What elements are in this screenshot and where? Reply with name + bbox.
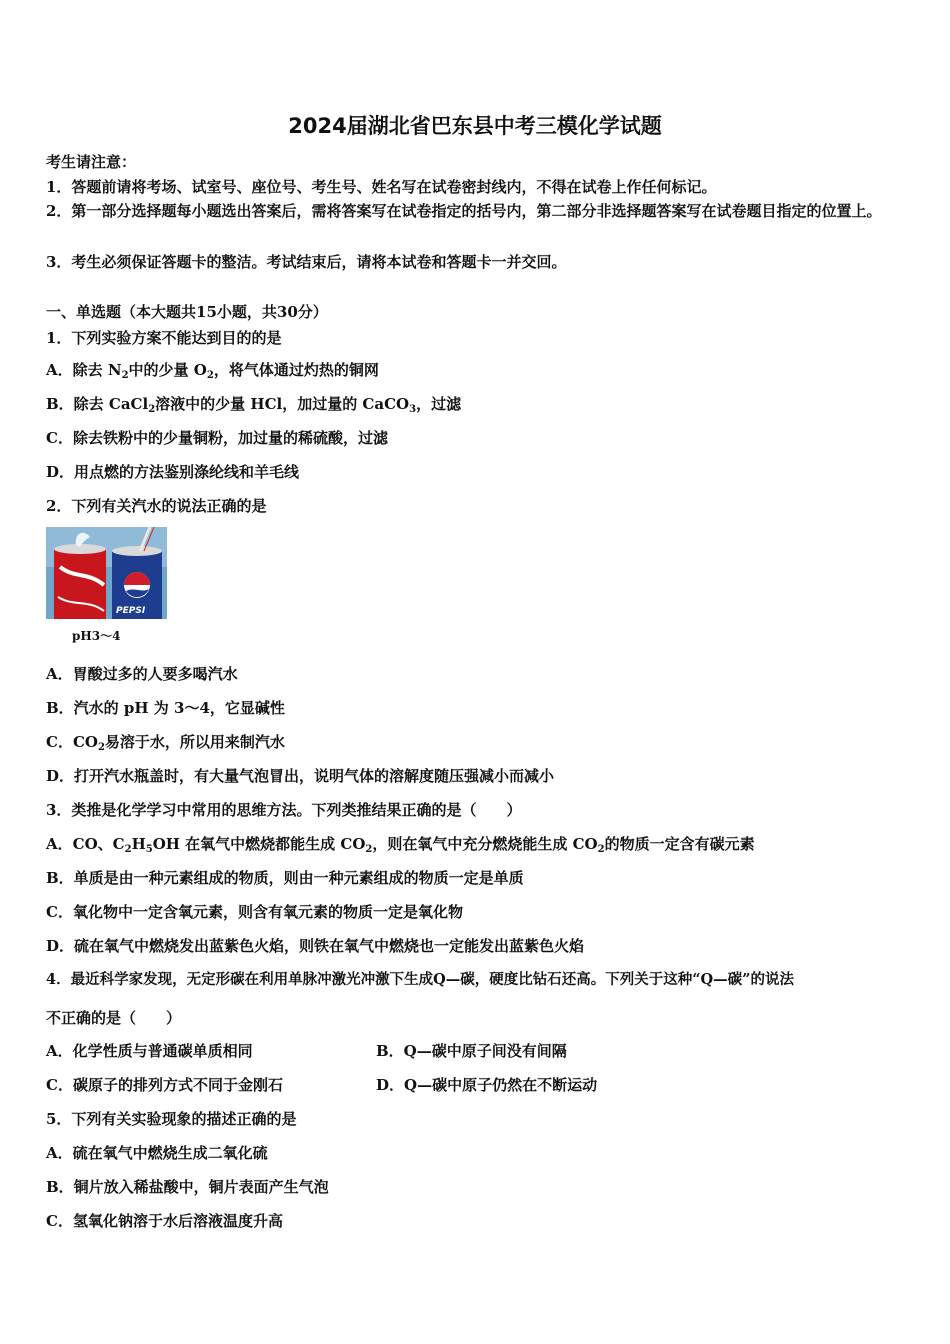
q3-option-b: B．单质是由一种元素组成的物质，则由一种元素组成的物质一定是单质 — [46, 869, 524, 887]
page-title: 2024届湖北省巴东县中考三模化学试题 — [288, 114, 662, 138]
notice-item-3: 3．考生必须保证答题卡的整洁。考试结束后，请将本试卷和答题卡一并交回。 — [46, 253, 567, 271]
q4-option-c: C．碳原子的排列方式不同于金刚石 — [46, 1076, 283, 1094]
q2-option-c: C．$CO_2$易溶于水，所以用来制汽水 — [46, 733, 285, 753]
notice-item-2: 2．第一部分选择题每小题选出答案后，需将答案写在试卷指定的括号内，第二部分非选择题答案写在试卷题目指定的位置上。 — [46, 202, 882, 220]
q3-option-c: C．氧化物中一定含氧元素，则含有氧元素的物质一定是氧化物 — [46, 903, 463, 921]
q1-stem: 1．下列实验方案不能达到目的的是 — [46, 329, 282, 347]
q4-stem-line-2: 不正确的是（ ） — [46, 1009, 182, 1027]
q1-option-b: B．除去 CaCl$_2$溶液中的少量 HCl，加过量的 CaCO$_3$，过滤 — [46, 395, 462, 415]
q4-option-a: A．化学性质与普通碳单质相同 — [46, 1042, 253, 1060]
q4-option-b: B．Q—碳中原子间没有间隔 — [376, 1042, 567, 1060]
q2-stem: 2．下列有关汽水的说法正确的是 — [46, 497, 267, 515]
q1-option-c: C．除去铁粉中的少量铜粉，加过量的稀硫酸，过滤 — [46, 429, 388, 447]
notice-heading: 考生请注意： — [46, 153, 137, 171]
q4-option-d: D．Q—碳中原子仍然在不断运动 — [376, 1076, 598, 1094]
svg-text:PEPSI: PEPSI — [116, 606, 146, 616]
q5-option-b: B．铜片放入稀盐酸中，铜片表面产生气泡 — [46, 1178, 329, 1196]
q4-stem-line-1: 4．最近科学家发现，无定形碳在利用单脉冲激光冲激下生成Q—碳，硬度比钻石还高。下列关于这种“Q—碳”的说法 — [46, 971, 795, 988]
image-caption: pH3～4 — [72, 629, 121, 643]
q2-option-b: B．汽水的 pH 为 3～4，它显碱性 — [46, 699, 285, 717]
q3-stem: 3．类推是化学学习中常用的思维方法。下列类推结果正确的是（ ） — [46, 801, 522, 819]
soda-cans-image — [46, 527, 167, 619]
q5-stem: 5．下列有关实验现象的描述正确的是 — [46, 1110, 297, 1128]
section-heading: 一、单选题（本大题共15小题，共30分） — [46, 303, 328, 321]
q2-option-a: A．胃酸过多的人要多喝汽水 — [46, 665, 238, 683]
q3-option-a: A．CO、$C_2H_5OH$ 在氧气中燃烧都能生成 $CO_2$，则在氧气中充分燃烧能生成 $CO_2$的物质一定含有碳元素 — [46, 835, 755, 855]
q5-option-a: A．硫在氧气中燃烧生成二氧化硫 — [46, 1144, 268, 1162]
q5-option-c: C．氢氧化钠溶于水后溶液温度升高 — [46, 1212, 283, 1230]
q2-option-d: D．打开汽水瓶盖时，有大量气泡冒出，说明气体的溶解度随压强减小而减小 — [46, 767, 555, 785]
q3-option-d: D．硫在氧气中燃烧发出蓝紫色火焰，则铁在氧气中燃烧也一定能发出蓝紫色火焰 — [46, 937, 585, 955]
q1-option-d: D．用点燃的方法鉴别涤纶线和羊毛线 — [46, 463, 300, 481]
notice-item-1: 1．答题前请将考场、试室号、座位号、考生号、姓名写在试卷密封线内，不得在试卷上作任何标记。 — [46, 178, 717, 196]
q1-option-a: A．除去 $N_2$中的少量 $O_2$，将气体通过灼热的铜网 — [46, 361, 379, 381]
